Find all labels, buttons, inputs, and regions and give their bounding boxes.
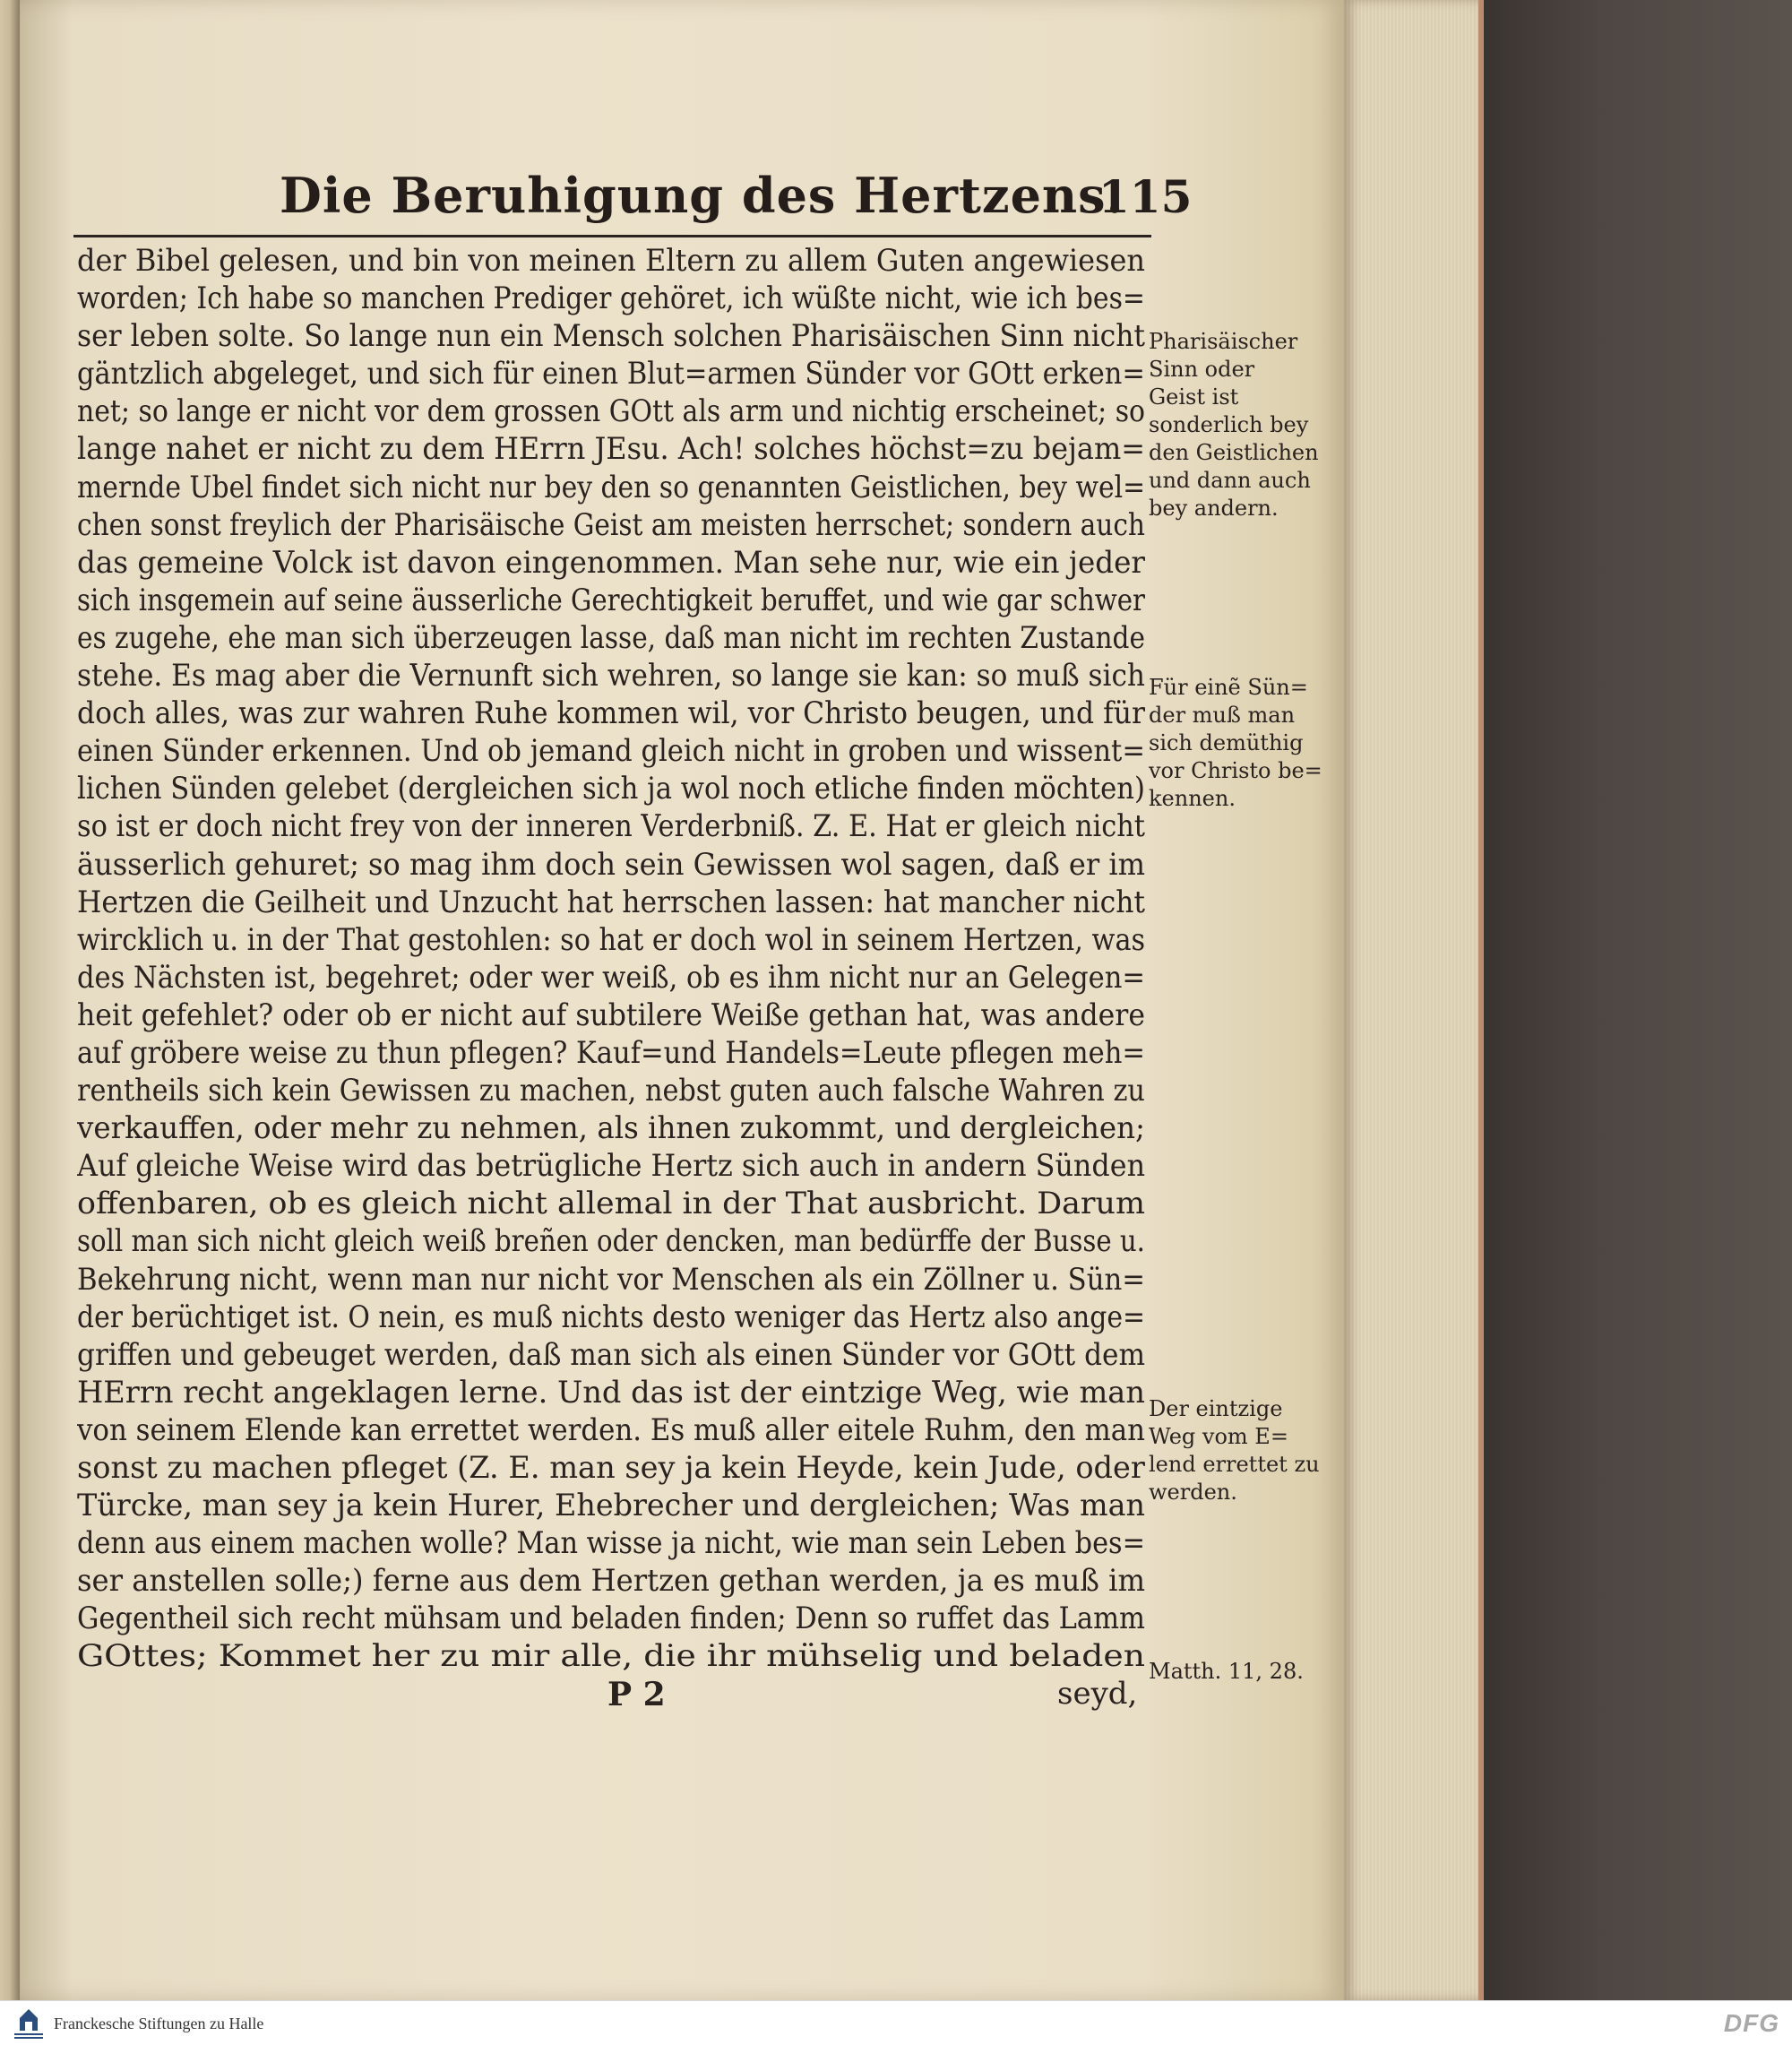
margin-note <box>1149 1658 1304 1686</box>
text-line: offenbaren, ob es gleich nicht allemal in der That ausbricht. Darum <box>77 1186 1145 1222</box>
margin-note-line: Matth. 11, 28. <box>1149 1659 1304 1684</box>
text-line: es zugehe, ehe man sich überzeugen lasse, daß man nicht im rechten Zustande <box>77 619 1145 656</box>
page-block-edges <box>1344 0 1484 2000</box>
viewer-footer <box>0 2000 1792 2045</box>
header-rule <box>73 235 1151 237</box>
margin-note-line: vor Christo be= <box>1149 758 1322 783</box>
text-line: sich insgemein auf seine äusserliche Gerechtigkeit beruffet, und wie gar schwer <box>77 582 1145 618</box>
text-line: Türcke, man sey ja kein Hurer, Ehebrecher und dergleichen; Was man <box>77 1488 1145 1524</box>
text-line: GOttes; Kommet her zu mir alle, die ihr mühselig und beladen <box>77 1638 1145 1675</box>
text-line: des Nächsten ist, begehret; oder wer weiß, ob es ihm nicht nur an Gelegen= <box>77 959 1145 996</box>
margin-note-line: den Geistlichen <box>1149 440 1319 465</box>
text-line: Gegentheil sich recht mühsam und beladen finden; Denn so ruffet das Lamm <box>77 1601 1145 1637</box>
margin-note-line: Pharisäischer <box>1149 329 1298 354</box>
text-line: lichen Sünden gelebet (dergleichen sich ja wol noch etliche finden möchten) <box>77 771 1145 807</box>
page-number: 115 <box>1098 170 1193 223</box>
body-text <box>77 242 1145 1676</box>
margin-note-line: der muß man <box>1149 703 1296 728</box>
margin-note-line: Für einẽ Sün= <box>1149 675 1308 700</box>
margin-note-line: Sinn oder <box>1149 357 1255 382</box>
text-line: rentheils sich kein Gewissen zu machen, nebst guten auch falsche Wahren zu <box>77 1073 1145 1109</box>
text-line: ser leben solte. So lange nun ein Mensch solchen Pharisäischen Sinn nicht <box>77 318 1145 355</box>
text-line: von seinem Elende kan errettet werden. Es muß aller eitele Ruhm, den man <box>77 1411 1145 1448</box>
running-head: Die Beruhigung des Hertzens. <box>280 167 1124 224</box>
dfg-logo: DFG <box>1723 2009 1779 2037</box>
catchword: seyd, <box>1057 1676 1138 1712</box>
margin-note <box>1149 1395 1320 1506</box>
text-line: verkauffen, oder mehr zu nehmen, als ihnen zukommt, und dergleichen; <box>77 1110 1145 1147</box>
margin-note-line: lend errettet zu <box>1149 1452 1320 1477</box>
margin-note-line: sich demüthig <box>1149 730 1304 755</box>
margin-note <box>1149 674 1322 813</box>
text-line: mernde Ubel findet sich nicht nur bey den so genannten Geistlichen, bey wel= <box>77 469 1145 505</box>
text-line: das gemeine Volck ist davon eingenommen. Man sehe nur, wie ein jeder <box>77 544 1145 581</box>
text-line: soll man sich nicht gleich weiß breñen oder dencken, man bedürffe der Busse u. <box>77 1223 1145 1260</box>
text-line: doch alles, was zur wahren Ruhe kommen wil, vor Christo beugen, und für <box>77 695 1145 732</box>
text-line: Hertzen die Geilheit und Unzucht hat herrschen lassen: hat mancher nicht <box>77 884 1145 920</box>
signature-mark: P 2 <box>607 1676 666 1713</box>
text-line: auf gröbere weise zu thun pflegen? Kauf=und Handels=Leute pflegen meh= <box>77 1034 1145 1071</box>
text-line: der Bibel gelesen, und bin von meinen Eltern zu allem Guten angewiesen <box>77 243 1145 279</box>
margin-note-line: kennen. <box>1149 786 1236 811</box>
text-line: wircklich u. in der That gestohlen: so hat er doch wol in seinem Hertzen, was <box>77 921 1145 958</box>
text-line: griffen und gebeuget werden, daß man sich als einen Sünder vor GOtt dem <box>77 1336 1145 1373</box>
text-line: Auf gleiche Weise wird das betrügliche Hertz sich auch in andern Sünden <box>77 1148 1145 1185</box>
background <box>1484 0 1792 2000</box>
margin-note-line: bey andern. <box>1149 496 1279 521</box>
text-line: so ist er doch nicht frey von der inneren Verderbniß. Z. E. Hat er gleich nicht <box>77 808 1145 845</box>
text-line: lange nahet er nicht zu dem HErrn JEsu. Ach! solches höchst=zu bejam= <box>77 431 1145 468</box>
margin-note-line: Weg vom E= <box>1149 1424 1288 1449</box>
text-line: einen Sünder erkennen. Und ob jemand gleich nicht in groben und wissent= <box>77 733 1145 770</box>
previous-page-edge <box>0 0 20 2000</box>
text-line: chen sonst freylich der Pharisäische Geist am meisten herrschet; sondern auch <box>77 506 1145 543</box>
margin-note-line: werden. <box>1149 1480 1237 1505</box>
text-line: Bekehrung nicht, wenn man nur nicht vor Menschen als ein Zöllner u. Sün= <box>77 1261 1145 1298</box>
margin-note-line: Der eintzige <box>1149 1396 1283 1421</box>
margin-note-line: Geist ist <box>1149 384 1239 410</box>
text-line: der berüchtiget ist. O nein, es muß nichts desto weniger das Hertz also ange= <box>77 1299 1145 1335</box>
text-line: stehe. Es mag aber die Vernunft sich wehren, so lange sie kan: so muß sich <box>77 658 1145 695</box>
text-line: HErrn recht angeklagen lerne. Und das ist der eintzige Weg, wie man <box>77 1374 1145 1411</box>
margin-note-line: und dann auch <box>1149 468 1311 493</box>
institution-logo-icon <box>11 2006 47 2041</box>
text-line: gäntzlich abgeleget, und sich für einen Blut=armen Sünder vor GOtt erken= <box>77 356 1145 393</box>
text-line: worden; Ich habe so manchen Prediger gehöret, ich wüßte nicht, wie ich bes= <box>77 280 1145 317</box>
text-line: heit gefehlet? oder ob er nicht auf subtilere Weiße gethan hat, was andere <box>77 997 1145 1033</box>
margin-note-line: sonderlich bey <box>1149 412 1309 437</box>
text-line: ser anstellen solle;) ferne aus dem Hertzen gethan werden, ja es muß im <box>77 1563 1145 1600</box>
text-line: sonst zu machen pfleget (Z. E. man sey ja kein Heyde, kein Jude, oder <box>77 1450 1145 1486</box>
institution-name: Franckesche Stiftungen zu Halle <box>54 2015 264 2032</box>
margin-note <box>1149 328 1319 522</box>
text-line: äusserlich gehuret; so mag ihm doch sein Gewissen wol sagen, daß er im <box>77 846 1145 883</box>
text-line: denn aus einem machen wolle? Man wisse ja nicht, wie man sein Leben bes= <box>77 1525 1145 1562</box>
text-line: net; so lange er nicht vor dem grossen GOtt als arm und nichtig erscheinet; so <box>77 393 1145 430</box>
